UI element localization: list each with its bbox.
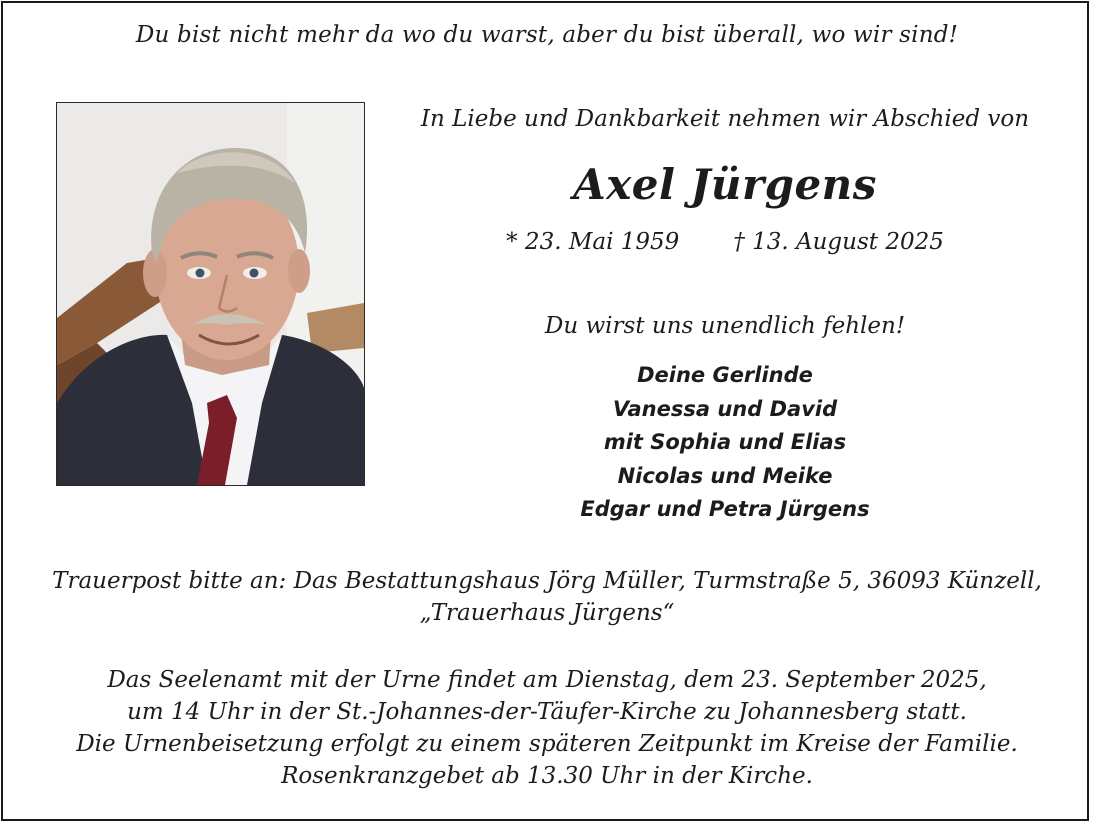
mourner-line: Edgar und Petra Jürgens <box>580 497 870 521</box>
mourner-line: mit Sophia und Elias <box>603 430 847 454</box>
motto: Du bist nicht mehr da wo du warst, aber du bist überall, wo wir sind! <box>135 22 959 48</box>
condolence-address-line: Trauerpost bitte an: Das Bestattungshaus Jörg Müller, Turmstraße 5, 36093 Künzell, <box>52 568 1042 594</box>
service-details <box>0 664 1094 792</box>
deceased-name: Axel Jürgens <box>573 160 877 209</box>
mourners-list <box>395 359 1055 527</box>
intro-line: In Liebe und Dankbarkeit nehmen wir Abschied von <box>420 106 1030 132</box>
death-date: † 13. August 2025 <box>733 229 944 255</box>
condolence-address <box>0 565 1094 629</box>
service-line: Das Seelenamt mit der Urne findet am Dienstag, dem 23. September 2025, <box>107 667 987 693</box>
service-line: Die Urnenbeisetzung erfolgt zu einem späteren Zeitpunkt im Kreise der Familie. <box>76 731 1018 757</box>
mourner-line: Deine Gerlinde <box>637 363 813 387</box>
mourner-line: Nicolas und Meike <box>617 463 833 488</box>
condolence-address-line: „Trauerhaus Jürgens“ <box>419 600 675 626</box>
farewell-line: Du wirst uns unendlich fehlen! <box>544 313 906 339</box>
mourner-line: Vanessa und David <box>612 396 838 421</box>
service-line: um 14 Uhr in der St.-Johannes-der-Täufer-Kirche zu Johannesberg statt. <box>127 699 967 725</box>
portrait-photo <box>56 102 365 486</box>
service-line: Rosenkranzgebet ab 13.30 Uhr in der Kirche. <box>281 763 813 789</box>
life-dates <box>395 229 1055 255</box>
birth-date: * 23. Mai 1959 <box>506 229 680 255</box>
